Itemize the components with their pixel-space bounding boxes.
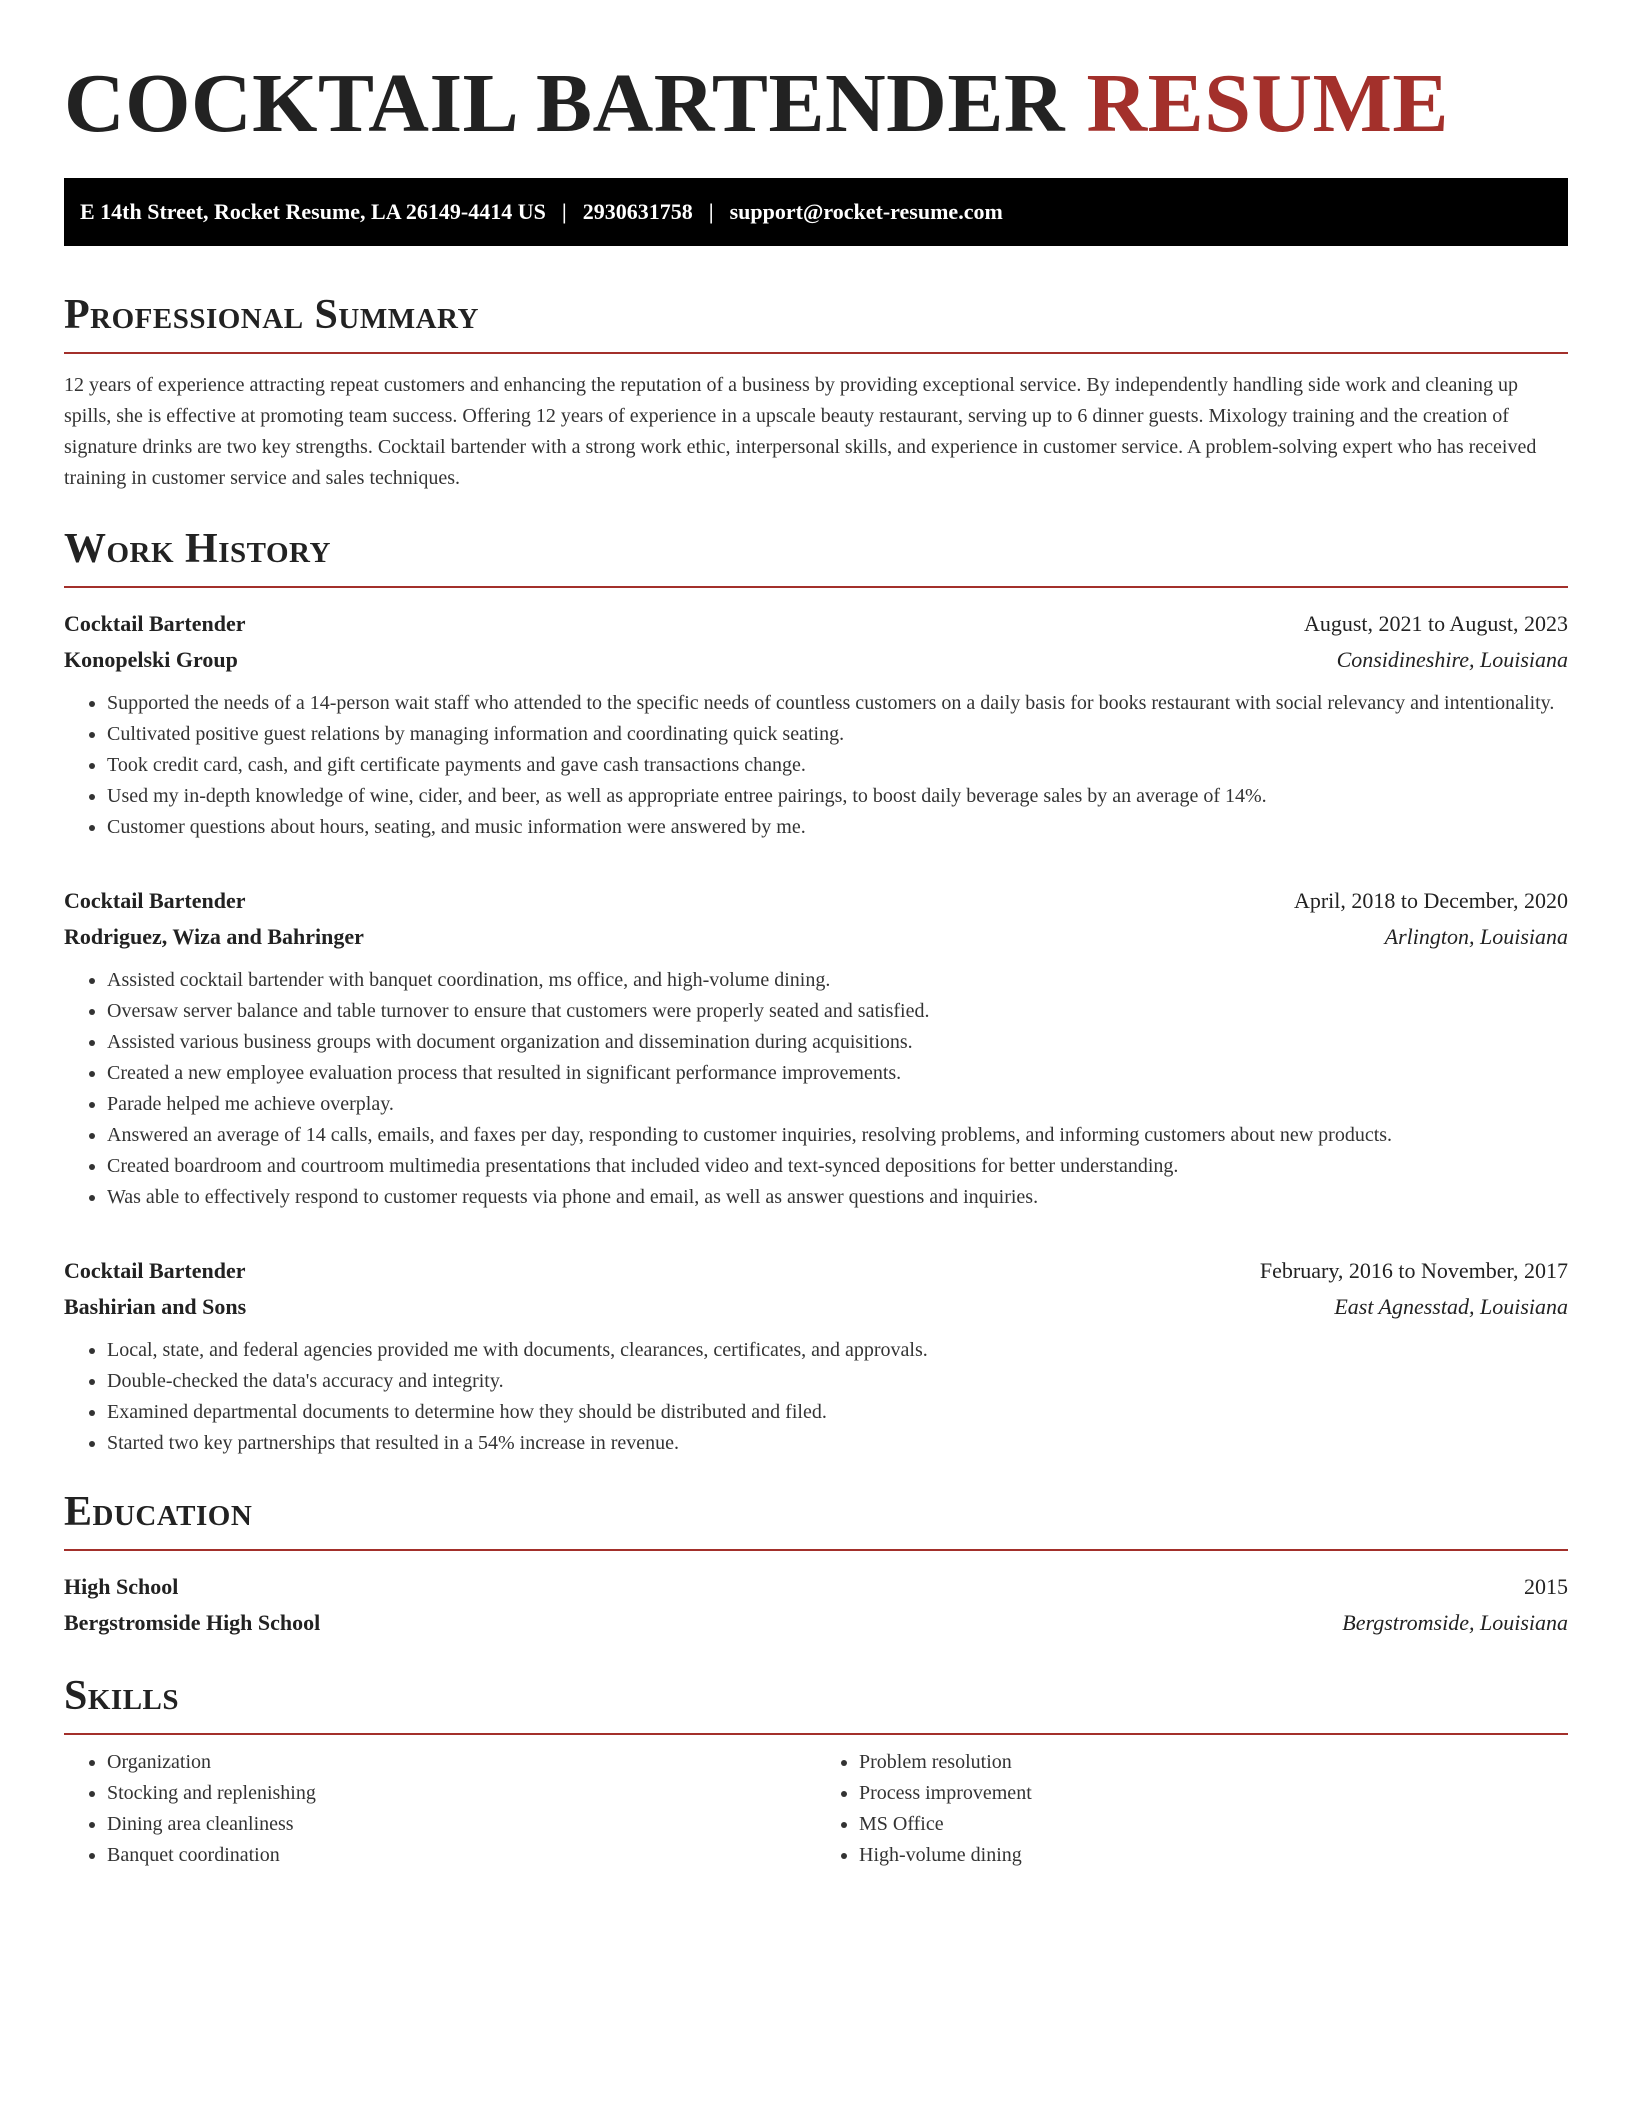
education-heading: Education (64, 1489, 253, 1535)
resume-title (64, 50, 1568, 158)
education-school: Bergstromside High School (64, 1610, 321, 1635)
title-accent: RESUME (1086, 57, 1449, 150)
section-divider (64, 1549, 1568, 1551)
skill-item: • Problem resolution (859, 1747, 1568, 1778)
list-item: • Answered an average of 14 calls, emails, and faxes per day, responding to customer inquiries, resolving problems, and informing customers about new products. (107, 1120, 1568, 1151)
summary-text: 12 years of experience attracting repeat customers and enhancing the reputation of a business by providing exceptional service. By independently handling side work and cleaning up spills, she is effective at promoting team success. Offering 12 years of experience in a upscale beauty restaurant, serving up to 6 dinner guests. Mixology training and the creation of signature drinks are two key strengths. Cocktail bartender with a strong work ethic, interpersonal skills, and experience in customer service. A problem-solving expert who has received training in customer service and sales techniques. (64, 374, 1537, 489)
summary-section (64, 290, 1568, 494)
skill-item: • Organization (107, 1747, 816, 1778)
job-entry (64, 1253, 1568, 1459)
skills-heading: Skills (64, 1673, 180, 1719)
job-title-row (64, 1253, 1568, 1289)
skills-section (64, 1671, 1568, 1871)
job-company-row (64, 1289, 1568, 1325)
education-entry (64, 1569, 1568, 1641)
list-item: • Local, state, and federal agencies provided me with documents, clearances, certificates, and approvals. (107, 1335, 1568, 1366)
job-dates: August, 2021 to August, 2023 (1303, 611, 1568, 636)
contact-address: E 14th Street, Rocket Resume, LA 26149-4414 US (80, 199, 546, 224)
section-divider (64, 586, 1568, 588)
education-degree-row (64, 1569, 1568, 1605)
skills-list-left (64, 1747, 816, 1871)
skill-item: • Banquet coordination (107, 1840, 816, 1871)
list-item: • Created a new employee evaluation process that resulted in significant performance improvements. (107, 1058, 1568, 1089)
resume-page (64, 50, 1568, 1871)
education-section (64, 1487, 1568, 1641)
list-item: • Used my in-depth knowledge of wine, cider, and beer, as well as appropriate entree pairings, to boost daily beverage sales by an average of 14%. (107, 781, 1568, 812)
job-bullets (64, 688, 1568, 843)
list-item: • Started two key partnerships that resulted in a 54% increase in revenue. (107, 1428, 1568, 1459)
list-item: • Double-checked the data's accuracy and integrity. (107, 1366, 1568, 1397)
education-location: Bergstromside, Louisiana (1342, 1610, 1568, 1635)
job-bullets (64, 965, 1568, 1213)
education-school-row (64, 1605, 1568, 1641)
list-item: • Created boardroom and courtroom multimedia presentations that included video and text-synced depositions for better understanding. (107, 1151, 1568, 1182)
job-title-row (64, 606, 1568, 642)
job-title: Cocktail Bartender (64, 611, 246, 636)
education-year: 2015 (1524, 1574, 1568, 1599)
list-item: • Examined departmental documents to determine how they should be distributed and filed. (107, 1397, 1568, 1428)
list-item: • Supported the needs of a 14-person wait staff who attended to the specific needs of countless customers on a daily basis for books restaurant with social relevancy and intentionality. (107, 688, 1568, 719)
section-divider (64, 1733, 1568, 1735)
list-item: • Was able to effectively respond to customer requests via phone and email, as well as answer questions and inquiries. (107, 1182, 1568, 1213)
contact-bar (64, 178, 1568, 246)
skill-item: • High-volume dining (859, 1840, 1568, 1871)
contact-separator: | (561, 199, 567, 224)
list-item: • Assisted cocktail bartender with banquet coordination, ms office, and high-volume dining. (107, 965, 1568, 996)
job-dates: April, 2018 to December, 2020 (1293, 888, 1568, 913)
list-item: • Oversaw server balance and table turnover to ensure that customers were properly seated and satisfied. (107, 996, 1568, 1027)
skill-item: • Process improvement (859, 1778, 1568, 1809)
job-company-row (64, 642, 1568, 678)
job-company-row (64, 919, 1568, 955)
list-item: • Cultivated positive guest relations by managing information and coordinating quick seating. (107, 719, 1568, 750)
job-location: Arlington, Louisiana (1384, 924, 1568, 949)
work-history-section (64, 524, 1568, 1459)
summary-heading: Professional Summary (64, 292, 479, 338)
skill-item: • Stocking and replenishing (107, 1778, 816, 1809)
list-item: • Customer questions about hours, seating, and music information were answered by me. (107, 812, 1568, 843)
skills-columns (64, 1747, 1568, 1871)
job-dates: February, 2016 to November, 2017 (1259, 1258, 1568, 1283)
job-entry (64, 883, 1568, 1213)
list-item: • Took credit card, cash, and gift certificate payments and gave cash transactions change. (107, 750, 1568, 781)
contact-separator: | (708, 199, 714, 224)
job-company: Bashirian and Sons (64, 1294, 247, 1319)
skills-list-right (816, 1747, 1568, 1871)
job-bullets (64, 1335, 1568, 1459)
contact-phone: 2930631758 (582, 199, 693, 224)
skill-item: • MS Office (859, 1809, 1568, 1840)
section-divider (64, 352, 1568, 354)
job-company: Rodriguez, Wiza and Bahringer (64, 924, 364, 949)
job-title: Cocktail Bartender (64, 1258, 246, 1283)
job-title-row (64, 883, 1568, 919)
job-entry (64, 606, 1568, 843)
contact-email: support@rocket-resume.com (729, 199, 1003, 224)
job-company: Konopelski Group (64, 647, 238, 672)
job-location: Considineshire, Louisiana (1336, 647, 1568, 672)
job-title: Cocktail Bartender (64, 888, 246, 913)
work-history-heading: Work History (64, 526, 331, 572)
education-degree: High School (64, 1574, 179, 1599)
title-main: COCKTAIL BARTENDER (64, 57, 1066, 150)
skill-item: • Dining area cleanliness (107, 1809, 816, 1840)
job-location: East Agnesstad, Louisiana (1334, 1294, 1568, 1319)
list-item: • Parade helped me achieve overplay. (107, 1089, 1568, 1120)
list-item: • Assisted various business groups with document organization and dissemination during acquisitions. (107, 1027, 1568, 1058)
